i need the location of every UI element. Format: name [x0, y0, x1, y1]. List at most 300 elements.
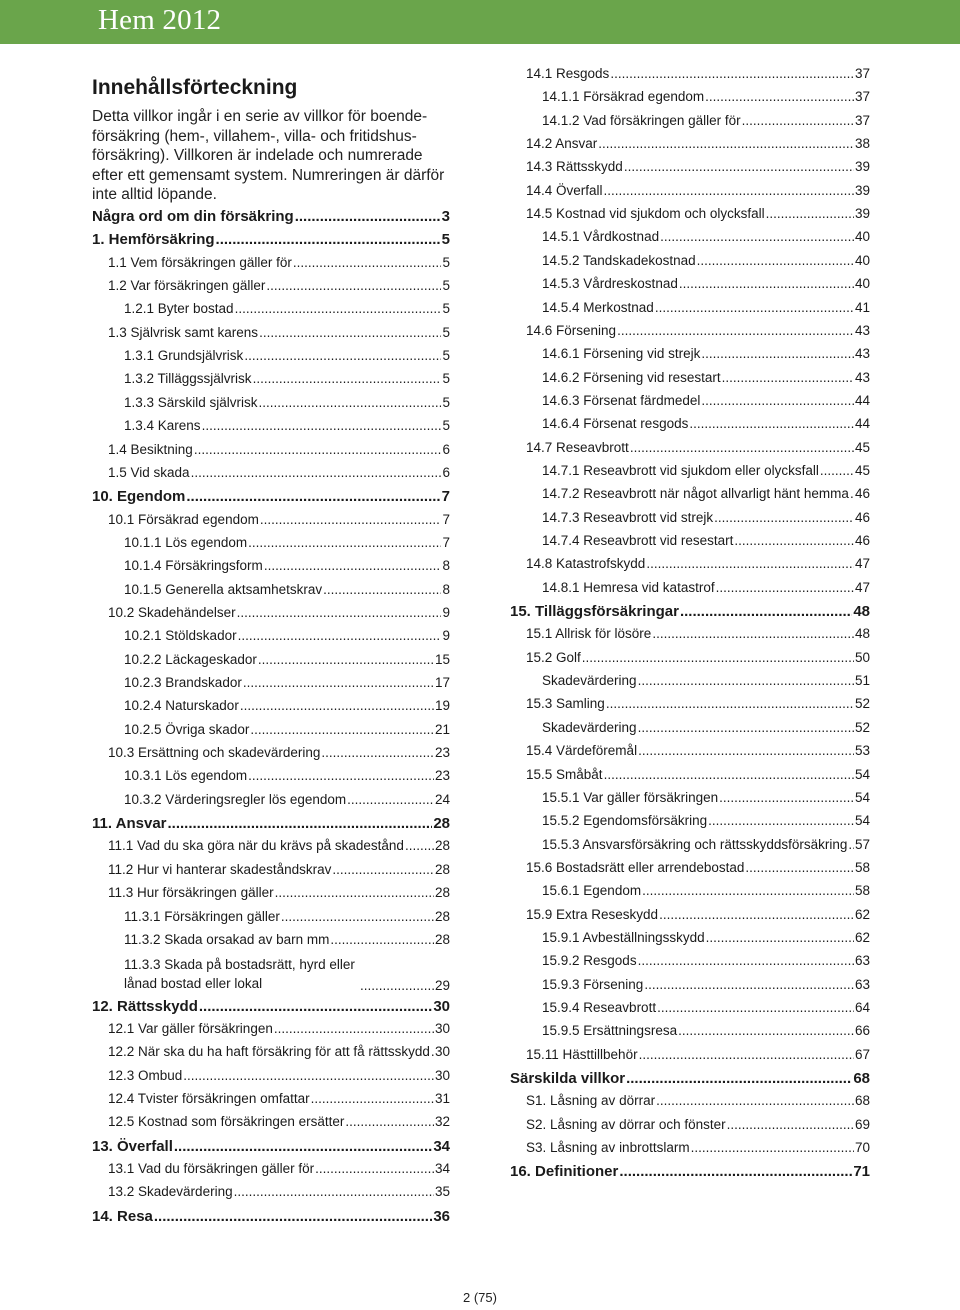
toc-leader-dots: [260, 512, 442, 527]
toc-entry[interactable]: [510, 1070, 870, 1087]
toc-entry-label: S2. Låsning av dörrar och fönster: [526, 1116, 726, 1132]
toc-entry[interactable]: [542, 930, 870, 945]
toc-entry[interactable]: [526, 696, 870, 711]
toc-entry[interactable]: [542, 276, 870, 291]
toc-leader-dots: [742, 113, 854, 128]
toc-entry-label: 15.5.2 Egendomsförsäkring: [542, 813, 708, 829]
toc-entry-page: 39: [854, 206, 870, 222]
toc-entry-page: 41: [854, 299, 870, 315]
toc-leader-dots: [697, 253, 854, 268]
toc-entry-label: 15.6 Bostadsrätt eller arrendebostad: [526, 859, 745, 875]
toc-entry-label: S3. Låsning av inbrottslarm: [526, 1140, 690, 1156]
toc-leader-dots: [705, 89, 854, 104]
toc-entry-label: 14.4 Överfall: [526, 182, 603, 198]
toc-entry-label: 1.1 Vem försäkringen gäller för: [108, 254, 292, 270]
toc-entry[interactable]: [108, 442, 450, 457]
toc-entry-page: 37: [854, 112, 870, 128]
toc-entry-page: 58: [854, 883, 870, 899]
toc-entry[interactable]: [542, 229, 870, 244]
toc-entry[interactable]: [108, 1091, 450, 1106]
toc-entry[interactable]: [124, 909, 450, 924]
brand-title: Hem 2012: [98, 4, 222, 36]
toc-entry-page: 46: [854, 533, 870, 548]
toc-leader-dots: [345, 1114, 434, 1129]
toc-leader-dots: [598, 136, 854, 151]
toc-entry-label: 10.1 Försäkrad egendom: [108, 511, 259, 527]
toc-entry-label: Skadevärdering: [542, 719, 637, 735]
toc-leader-dots: [638, 953, 854, 968]
toc-entry[interactable]: [526, 206, 870, 221]
toc-entry[interactable]: [542, 953, 870, 968]
toc-entry-page: 6: [442, 441, 450, 457]
toc-entry[interactable]: [526, 907, 870, 922]
toc-entry-page: 6: [442, 464, 450, 480]
toc-leader-dots: [642, 883, 854, 898]
toc-entry[interactable]: [124, 301, 450, 316]
toc-entry-label: 10.3 Ersättning och skadevärdering: [108, 745, 321, 761]
toc-entry-label: 14.7.1 Reseavbrott vid sjukdom eller olycksfall: [542, 462, 819, 478]
toc-entry[interactable]: [108, 255, 450, 270]
toc-leader-dots: [235, 301, 442, 316]
toc-entry[interactable]: [526, 1093, 870, 1108]
toc-entry-page: 44: [854, 416, 870, 432]
toc-entry-label: 11.3.1 Försäkringen gäller: [124, 908, 280, 924]
toc-entry[interactable]: [526, 556, 870, 571]
toc-entry-label: 15.11 Hästtillbehör: [526, 1046, 638, 1062]
toc-leader-dots: [734, 533, 854, 548]
toc-entry[interactable]: [124, 418, 450, 433]
toc-entry-label: 14.8 Katastrofskydd: [526, 556, 646, 572]
toc-entry[interactable]: [108, 1161, 450, 1176]
toc-entry-label: 14.2 Ansvar: [526, 136, 598, 152]
toc-entry-label: 10.1.1 Lös egendom: [124, 534, 248, 550]
toc-entry-label: 14.6.4 Försenat resgods: [542, 416, 689, 432]
toc-leader-dots: [191, 465, 442, 480]
toc-entry-page: 62: [854, 929, 870, 945]
toc-entry-page: 23: [434, 745, 450, 761]
toc-entry[interactable]: [526, 440, 870, 455]
toc-entry-page: 19: [434, 698, 450, 714]
toc-entry-page: 48: [853, 603, 870, 621]
toc-entry-label: 10.2.5 Övriga skador: [124, 721, 250, 737]
toc-entry-page: 43: [854, 369, 870, 385]
toc-entry-label: 14.6.2 Försening vid resestart: [542, 369, 721, 385]
toc-entry-label: Skadevärdering: [542, 673, 637, 689]
toc-entry-label: 1.3 Självrisk samt karens: [108, 324, 259, 340]
toc-leader-dots: [405, 838, 434, 853]
toc-entry-page: 30: [434, 1021, 450, 1037]
toc-entry-page: 34: [434, 1161, 450, 1177]
toc-entry[interactable]: [124, 652, 450, 667]
toc-entry-page: 47: [854, 556, 870, 572]
toc-entry-label: 15.5.3 Ansvarsförsäkring och rättsskyddsförsäkring: [542, 836, 848, 852]
toc-entry-label: S1. Låsning av dörrar: [526, 1093, 656, 1109]
toc-entry[interactable]: [124, 628, 450, 643]
toc-entry[interactable]: [526, 1117, 870, 1132]
toc-entry-page: 53: [854, 743, 870, 759]
toc-entry-page: 62: [854, 906, 870, 922]
toc-entry[interactable]: [124, 371, 450, 386]
toc-entry[interactable]: [92, 231, 450, 248]
toc-entry[interactable]: [124, 955, 450, 993]
toc-entry[interactable]: [124, 558, 450, 573]
toc-entry-label: 13.2 Skadevärdering: [108, 1184, 233, 1200]
toc-leader-dots: [639, 1047, 854, 1062]
toc-entry-page: 36: [433, 1207, 450, 1225]
toc-entry[interactable]: [542, 393, 870, 408]
toc-leader-dots: [604, 767, 854, 782]
toc-entry-label: 10.3.2 Värderingsregler lös egendom: [124, 791, 347, 807]
toc-entry[interactable]: [108, 512, 450, 527]
toc-entry-page: 38: [854, 136, 870, 152]
toc-entry[interactable]: [108, 745, 450, 760]
toc-entry-page: 35: [434, 1184, 450, 1200]
toc-entry[interactable]: [542, 370, 870, 385]
toc-leader-dots: [652, 626, 854, 641]
toc-entry-page: 30: [434, 1067, 450, 1083]
toc-entry[interactable]: [526, 1047, 870, 1062]
toc-entry[interactable]: [526, 743, 870, 758]
toc-leader-dots: [706, 930, 854, 945]
toc-entry-page: 40: [854, 276, 870, 292]
toc-entry-page: 39: [854, 182, 870, 198]
toc-entry[interactable]: [108, 1021, 450, 1036]
toc-leader-dots: [604, 183, 854, 198]
toc-entry-label: 15.1 Allrisk för lösöre: [526, 626, 652, 642]
toc-entry-label: 15. Tilläggsförsäkringar: [510, 603, 679, 621]
toc-leader-dots: [638, 720, 854, 735]
toc-entry-page: 5: [442, 278, 450, 294]
toc-entry[interactable]: [124, 698, 450, 713]
toc-entry-page: 3: [441, 208, 450, 225]
toc-leader-dots: [293, 255, 442, 270]
toc-entry-page: 64: [854, 1000, 870, 1015]
toc-entry[interactable]: [124, 792, 450, 807]
toc-leader-dots: [701, 393, 854, 408]
toc-entry[interactable]: [92, 1208, 450, 1225]
toc-entry-label: 12.5 Kostnad som försäkringen ersätter: [108, 1114, 345, 1130]
toc-entry-page: 5: [442, 254, 450, 270]
toc-leader-dots: [719, 790, 854, 805]
toc-entry-page: 58: [854, 859, 870, 875]
toc-leader-dots: [248, 535, 441, 550]
toc-entry-label: 11.3.3 Skada på bostadsrätt, hyrd eller lånad bostad eller lokal: [124, 957, 355, 992]
toc-entry-page: 54: [854, 766, 870, 782]
toc-entry-label: 12.1 Var gäller försäkringen: [108, 1021, 273, 1037]
toc-entry-label: 1. Hemförsäkring: [92, 231, 215, 249]
toc-entry[interactable]: [542, 89, 870, 104]
toc-entry[interactable]: [542, 673, 870, 688]
toc-leader-dots: [321, 745, 434, 760]
toc-entry-page: 29: [434, 978, 450, 994]
toc-intro: Detta villkor ingår i en serie av villkor för boendeförsäkring (hem-, villahem-, villa- och fritidshusförsäkring). Villkoren är indelade och numrerade efter ett gemensamt system. Numreringen är därför inte alltid löpande.: [92, 108, 445, 203]
toc-leader-dots: [274, 1021, 434, 1036]
toc-entry[interactable]: [526, 159, 870, 174]
toc-entry-label: 11.3 Hur försäkringen gäller: [108, 885, 274, 901]
toc-entry[interactable]: [124, 582, 450, 597]
toc-entry[interactable]: [542, 510, 870, 525]
toc-entry-label: 10.2 Skadehändelser: [108, 604, 236, 620]
toc-entry[interactable]: [526, 136, 870, 151]
toc-leader-dots: [264, 558, 442, 573]
toc-leader-dots: [820, 463, 854, 478]
toc-entry-page: 23: [434, 768, 450, 784]
toc-entry-label: 15.5 Småbåt: [526, 766, 603, 782]
page-number: 2 (75): [463, 1290, 497, 1305]
toc-entry-page: 9: [442, 604, 450, 620]
toc-leader-dots: [689, 416, 854, 431]
toc-leader-dots: [660, 229, 854, 244]
toc-entry-label: 10. Egendom: [92, 488, 186, 506]
toc-entry[interactable]: [542, 1023, 870, 1038]
toc-entry[interactable]: [526, 183, 870, 198]
toc-leader-dots: [722, 370, 854, 385]
toc-entry[interactable]: [542, 790, 870, 805]
toc-leader-dots: [240, 698, 434, 713]
toc-leader-dots: [174, 1138, 432, 1155]
toc-entry-page: 5: [442, 324, 450, 340]
toc-entry[interactable]: [542, 300, 870, 315]
toc-leader-dots: [680, 603, 852, 620]
toc-entry-label: 14.1.1 Försäkrad egendom: [542, 89, 705, 105]
toc-entry-label: 14.7.2 Reseavbrott när något allvarligt hänt hemma: [542, 486, 849, 502]
toc-leader-dots: [186, 488, 440, 505]
toc-entry-label: 14. Resa: [92, 1207, 153, 1225]
toc-leader-dots: [275, 885, 434, 900]
toc-entry-label: 10.1.5 Generella aktsamhetskrav: [124, 581, 323, 597]
toc-entry-page: 71: [853, 1163, 870, 1181]
toc-entry-page: 52: [854, 696, 870, 712]
toc-entry-page: 43: [854, 346, 870, 362]
toc-entry[interactable]: [108, 1184, 450, 1199]
toc-entry[interactable]: [542, 416, 870, 431]
toc-entry-label: 14.7.3 Reseavbrott vid strejk: [542, 509, 714, 525]
toc-entry[interactable]: [108, 1068, 450, 1083]
toc-entry-page: 39: [854, 159, 870, 175]
toc-entry-page: 5: [442, 418, 450, 434]
toc-leader-dots: [183, 1068, 434, 1083]
toc-entry-label: Några ord om din försäkring: [92, 208, 294, 225]
toc-entry-label: 12. Rättsskydd: [92, 997, 198, 1015]
toc-entry-label: 15.6.1 Egendom: [542, 883, 642, 899]
toc-entry-label: 15.9.1 Avbeställningsskydd: [542, 929, 705, 945]
toc-leader-dots: [708, 813, 854, 828]
toc-entry-page: 28: [433, 815, 450, 833]
toc-entry[interactable]: [124, 348, 450, 363]
toc-entry[interactable]: [108, 838, 450, 853]
toc-entry[interactable]: [124, 395, 450, 410]
toc-entry-page: 54: [854, 813, 870, 829]
toc-entry-page: 30: [433, 997, 450, 1015]
toc-leader-dots: [582, 650, 854, 665]
toc-entry[interactable]: [542, 813, 870, 828]
toc-entry-label: 14.6 Försening: [526, 322, 617, 338]
toc-entry-page: 40: [854, 229, 870, 245]
toc-entry-label: 14.7 Reseavbrott: [526, 439, 629, 455]
toc-entry[interactable]: [526, 66, 870, 81]
toc-entry[interactable]: [526, 323, 870, 338]
toc-entry-page: 54: [854, 789, 870, 805]
toc-entry[interactable]: [542, 883, 870, 898]
toc-leader-dots: [701, 346, 854, 361]
toc-leader-dots: [244, 348, 441, 363]
toc-entry[interactable]: [108, 862, 450, 877]
toc-entry[interactable]: [542, 580, 870, 595]
toc-entry[interactable]: [542, 837, 870, 852]
toc-entry-page: 5: [442, 348, 450, 364]
toc-entry-label: 14.6.1 Försening vid strejk: [542, 346, 701, 362]
toc-entry-page: 15: [434, 651, 450, 667]
toc-entry-label: 14.5.2 Tandskadekostnad: [542, 252, 696, 268]
toc-entry[interactable]: [526, 860, 870, 875]
toc-entry-page: 37: [854, 66, 870, 81]
toc-entry-label: 15.9 Extra Reseskydd: [526, 906, 659, 922]
toc-entry-label: 14.1.2 Vad försäkringen gäller för: [542, 112, 741, 128]
toc-entry[interactable]: [124, 675, 450, 690]
toc-leader-dots: [250, 722, 434, 737]
toc-entry-label: 1.3.3 Särskild självrisk: [124, 394, 258, 410]
toc-leader-dots: [266, 278, 441, 293]
toc-entry[interactable]: [124, 535, 450, 550]
toc-entry-label: 14.6.3 Försenat färdmedel: [542, 392, 701, 408]
toc-leader-dots: [630, 440, 854, 455]
toc-entry[interactable]: [542, 720, 870, 735]
toc-entry[interactable]: [108, 1114, 450, 1129]
toc-entry-label: 11.2 Hur vi hanterar skadeståndskrav: [108, 861, 332, 877]
toc-leader-dots: [237, 605, 442, 620]
toc-entry[interactable]: [542, 463, 870, 478]
toc-entry[interactable]: [542, 977, 870, 992]
toc-leader-dots: [610, 66, 854, 81]
toc-entry[interactable]: [108, 605, 450, 620]
toc-leader-dots: [606, 696, 854, 711]
toc-entry-label: 14.5.1 Vårdkostnad: [542, 229, 660, 245]
toc-entry-page: 7: [442, 534, 450, 550]
toc-leader-dots: [194, 442, 442, 457]
toc-entry[interactable]: [92, 815, 450, 832]
toc-entry-page: 5: [442, 394, 450, 410]
toc-entry-page: 46: [854, 486, 870, 502]
toc-leader-dots: [714, 510, 854, 525]
toc-entry[interactable]: [526, 626, 870, 641]
toc-leader-dots: [295, 208, 441, 225]
toc-entry-page: 8: [442, 581, 450, 597]
toc-entry[interactable]: [542, 113, 870, 128]
toc-entry[interactable]: [510, 603, 870, 620]
toc-leader-dots: [431, 1044, 434, 1059]
toc-entry-label: 15.2 Golf: [526, 649, 581, 665]
toc-entry-label: 10.1.4 Försäkringsform: [124, 558, 263, 574]
toc-entry-label: 10.2.1 Stöldskador: [124, 628, 237, 644]
toc-entry-page: 8: [442, 558, 450, 574]
toc-leader-dots: [202, 418, 442, 433]
toc-entry-label: 14.5.4 Merkostnad: [542, 299, 654, 315]
toc-leader-dots: [617, 323, 854, 338]
toc-entry[interactable]: [526, 1140, 870, 1155]
toc-leader-dots: [745, 860, 854, 875]
toc-leader-dots: [168, 815, 433, 832]
toc-entry-label: 11. Ansvar: [92, 815, 167, 833]
toc-entry-label: 15.9.5 Ersättningsresa: [542, 1023, 678, 1039]
toc-entry-label: 15.9.3 Försening: [542, 976, 644, 992]
toc-entry-page: 17: [434, 675, 450, 690]
toc-entry[interactable]: [92, 998, 450, 1015]
toc-entry[interactable]: [108, 325, 450, 340]
toc-entry-label: Särskilda villkor: [510, 1070, 626, 1088]
toc-entry-page: 28: [434, 861, 450, 877]
toc-entry-label: 15.4 Värdeföremål: [526, 743, 638, 759]
toc-leader-dots: [619, 1163, 852, 1180]
toc-entry-label: 1.3.2 Tilläggssjälvrisk: [124, 371, 252, 387]
toc-entry[interactable]: [92, 208, 450, 225]
toc-entry[interactable]: [108, 1044, 450, 1059]
toc-entry-page: 68: [854, 1093, 870, 1109]
toc-leader-dots: [659, 907, 854, 922]
toc-entry[interactable]: [124, 722, 450, 737]
toc-entry-page: 5: [442, 371, 450, 387]
toc-entry-label: 1.3.4 Karens: [124, 418, 201, 434]
toc-leader-dots: [248, 768, 434, 783]
toc-entry[interactable]: [108, 278, 450, 293]
toc-entry-page: 67: [854, 1046, 870, 1062]
toc-leader-dots: [259, 395, 442, 410]
toc-entry[interactable]: [542, 486, 870, 501]
toc-leader-dots: [259, 325, 441, 340]
toc-leader-dots: [323, 582, 441, 597]
toc-entry-page: 44: [854, 392, 870, 408]
toc-leader-dots: [850, 486, 854, 501]
toc-entry[interactable]: [526, 650, 870, 665]
toc-entry-label: 10.3.1 Lös egendom: [124, 768, 248, 784]
toc-entry-label: 13. Överfall: [92, 1137, 173, 1155]
toc-entry[interactable]: [526, 767, 870, 782]
toc-entry[interactable]: [92, 488, 450, 505]
toc-leader-dots: [716, 580, 854, 595]
toc-entry-page: 28: [434, 838, 450, 854]
toc-entry-page: 28: [434, 885, 450, 901]
toc-entry-page: 34: [433, 1137, 450, 1155]
toc-entry-label: 15.9.2 Resgods: [542, 953, 637, 969]
toc-entry-page: 43: [854, 322, 870, 338]
toc-entry[interactable]: [510, 1163, 870, 1180]
toc-entry-label: 1.2 Var försäkringen gäller: [108, 278, 266, 294]
toc-entry-label: 15.3 Samling: [526, 696, 605, 712]
toc-entry[interactable]: [542, 346, 870, 361]
toc-leader-dots: [638, 673, 854, 688]
toc-leader-dots: [646, 556, 854, 571]
toc-entry[interactable]: [542, 533, 870, 548]
toc-leader-dots: [216, 231, 441, 248]
toc-leader-dots: [679, 276, 854, 291]
toc-leader-dots: [253, 371, 442, 386]
toc-leader-dots: [332, 862, 434, 877]
toc-entry-page: 28: [434, 908, 450, 924]
toc-entry[interactable]: [124, 768, 450, 783]
toc-entry[interactable]: [124, 932, 450, 947]
toc-entry[interactable]: [108, 885, 450, 900]
toc-entry-page: 45: [854, 462, 870, 478]
toc-leader-dots: [644, 977, 854, 992]
toc-leader-dots: [311, 1091, 434, 1106]
toc-entry-label: 1.3.1 Grundsjälvrisk: [124, 348, 244, 364]
toc-entry[interactable]: [542, 1000, 870, 1015]
toc-entry[interactable]: [542, 253, 870, 268]
toc-entry[interactable]: [92, 1138, 450, 1155]
toc-entry[interactable]: [108, 465, 450, 480]
toc-leader-dots: [678, 1023, 854, 1038]
toc-leader-dots: [243, 675, 434, 690]
toc-leader-dots: [848, 837, 854, 852]
